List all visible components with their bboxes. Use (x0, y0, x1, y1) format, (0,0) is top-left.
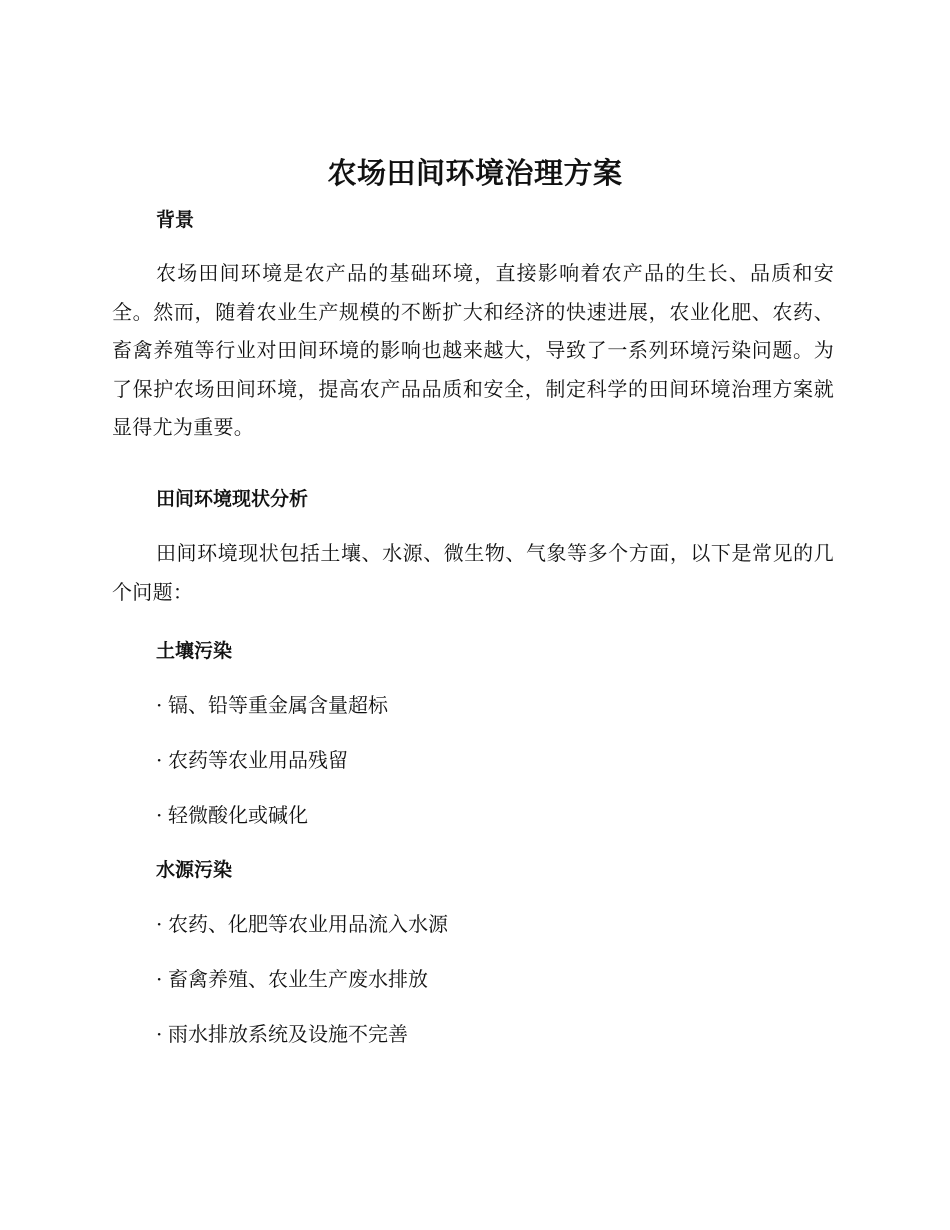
section-heading-water-pollution: 水源污染 (156, 859, 233, 881)
list-item-text: 轻微酸化或碱化 (168, 803, 308, 827)
list-item-text: 畜禽养殖、农业生产废水排放 (168, 967, 428, 991)
section-heading-status-analysis: 田间环境现状分析 (156, 488, 309, 510)
status-analysis-paragraph: 田间环境现状包括土壤、水源、微生物、气象等多个方面，以下是常见的几个问题： (112, 541, 834, 604)
list-item (156, 690, 388, 720)
list-item (156, 909, 448, 939)
section-heading-background: 背景 (156, 209, 195, 231)
background-paragraph: 农场田间环境是农产品的基础环境，直接影响着农产品的生长、品质和安全。然而，随着农业生产规模的不断扩大和经济的快速进展，农业化肥、农药、畜禽养殖等行业对田间环境的影响也越来越大，导致了一系列环境污染问题。为了保护农场田间环境，提高农产品品质和安全，制定科学的田间环境治理方案就显得尤为重要。 (112, 261, 834, 439)
bullet-symbol: · (156, 693, 163, 717)
bullet-symbol: · (156, 748, 163, 772)
list-item (156, 1019, 408, 1049)
bullet-symbol: · (156, 967, 163, 991)
bullet-symbol: · (156, 1022, 163, 1046)
list-item (156, 800, 308, 830)
bullet-symbol: · (156, 912, 163, 936)
list-item (156, 964, 428, 994)
list-item-text: 镉、铅等重金属含量超标 (168, 693, 388, 717)
list-item-text: 农药、化肥等农业用品流入水源 (168, 912, 448, 936)
list-item-text: 农药等农业用品残留 (168, 748, 348, 772)
list-item (156, 745, 348, 775)
list-item-text: 雨水排放系统及设施不完善 (168, 1022, 408, 1046)
document-title: 农场田间环境治理方案 (327, 156, 623, 190)
bullet-symbol: · (156, 803, 163, 827)
section-heading-soil-pollution: 土壤污染 (156, 640, 233, 662)
